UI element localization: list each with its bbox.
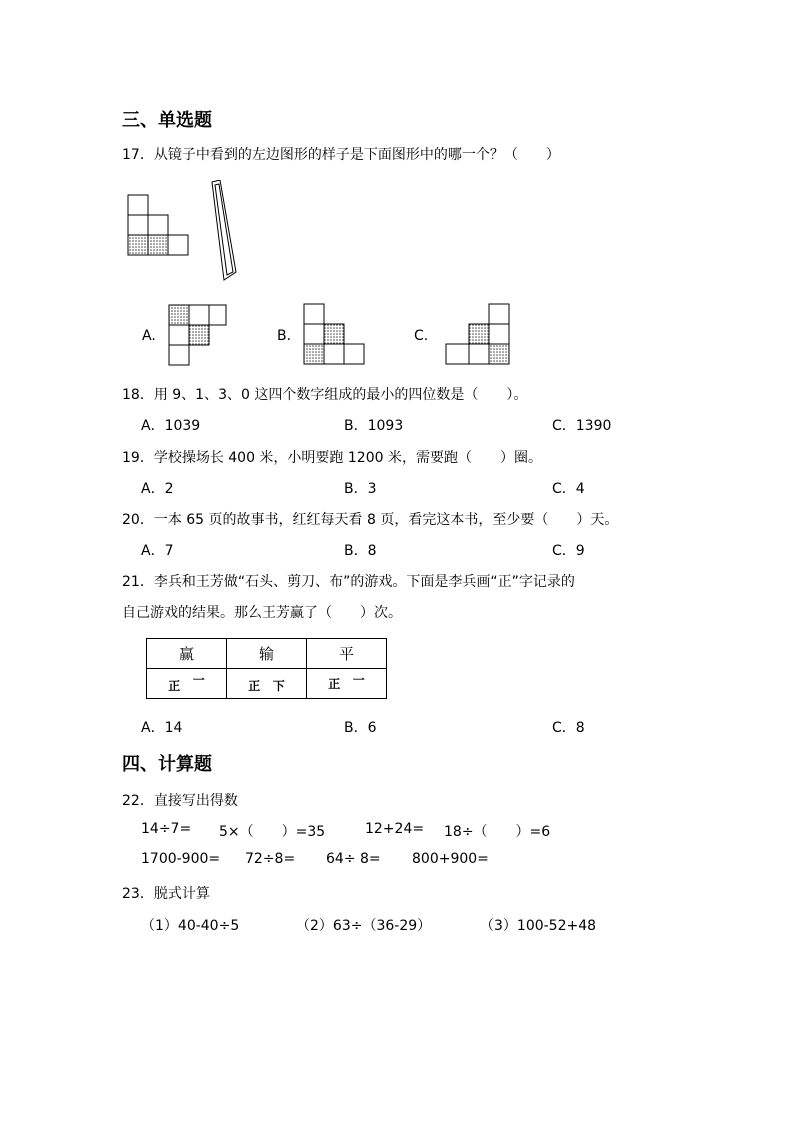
- question-22-text: 22．直接写出得数: [122, 793, 238, 809]
- q22-item: 72÷8=: [245, 851, 296, 867]
- q21-option-b: B．6: [344, 720, 377, 736]
- q20-option-c: C．9: [552, 543, 585, 559]
- q23-item-3: （3）100-52+48: [480, 918, 597, 934]
- tally-draw: [307, 669, 387, 699]
- header-draw: 平: [307, 639, 387, 669]
- q17-option-a-figure: [168, 304, 230, 368]
- q22-item: 1700-900=: [141, 851, 221, 867]
- section-title-calculation: 四、计算题: [122, 754, 212, 775]
- q18-option-b: B．1093: [344, 418, 404, 434]
- q19-option-c: C．4: [552, 481, 585, 497]
- question-19-text: 19．学校操场长 400 米，小明要跑 1200 米，需要跑（ ）圈。: [122, 450, 542, 466]
- tally-main: 正: [248, 679, 261, 693]
- tally-win: [147, 669, 227, 699]
- table-row: [147, 669, 387, 699]
- question-21-text-line2: 自己游戏的结果。那么王芳赢了（ ）次。: [122, 605, 402, 621]
- q22-item: 18÷（ ）=6: [444, 824, 551, 840]
- q18-option-a: A．1039: [141, 418, 201, 434]
- tally-main: 正: [168, 679, 181, 693]
- q22-item: 5×（ ）=35: [219, 824, 326, 840]
- question-23-text: 23．脱式计算: [122, 886, 210, 902]
- section-title-single-choice: 三、单选题: [122, 110, 212, 131]
- tally-table: [146, 638, 387, 699]
- q18-option-c: C．1390: [552, 418, 612, 434]
- header-lose: 输: [227, 639, 307, 669]
- q17-option-b-figure: [303, 303, 367, 369]
- q19-option-a: A．2: [141, 481, 174, 497]
- q22-item: 800+900=: [412, 851, 489, 867]
- header-win: 赢: [147, 639, 227, 669]
- table-header-row: [147, 639, 387, 669]
- q20-option-b: B．8: [344, 543, 377, 559]
- question-17-text: 17．从镜子中看到的左边图形的样子是下面图形中的哪一个？（ ）: [122, 147, 560, 163]
- tally-main: 正: [328, 677, 341, 691]
- q17-option-c-label: C.: [414, 328, 429, 344]
- q17-original-figure: [126, 180, 252, 282]
- q21-option-a: A．14: [141, 720, 183, 736]
- q17-option-b-label: B.: [277, 328, 292, 344]
- q22-item: 64÷ 8=: [326, 851, 381, 867]
- tally-extra: 一: [192, 673, 205, 687]
- tally-extra: 一: [352, 673, 365, 687]
- q22-item: 14÷7=: [141, 821, 192, 837]
- question-21-text-line1: 21．李兵和王芳做“石头、剪刀、布”的游戏。下面是李兵画“正”字记录的: [122, 574, 575, 590]
- q17-option-c-figure: [445, 303, 513, 369]
- q19-option-b: B．3: [344, 481, 377, 497]
- q21-option-c: C．8: [552, 720, 585, 736]
- tally-lose: [227, 669, 307, 699]
- q22-item: 12+24=: [365, 821, 425, 837]
- q23-item-1: （1）40-40÷5: [141, 918, 240, 934]
- q20-option-a: A．7: [141, 543, 174, 559]
- q23-item-2: （2）63÷（36-29）: [296, 918, 432, 934]
- q17-option-a-label: A.: [142, 328, 156, 344]
- tally-extra: 下: [272, 679, 285, 693]
- question-20-text: 20．一本 65 页的故事书，红红每天看 8 页，看完这本书，至少要（ ）天。: [122, 512, 619, 528]
- question-18-text: 18．用 9、1、3、0 这四个数字组成的最小的四位数是（ ）。: [122, 387, 528, 403]
